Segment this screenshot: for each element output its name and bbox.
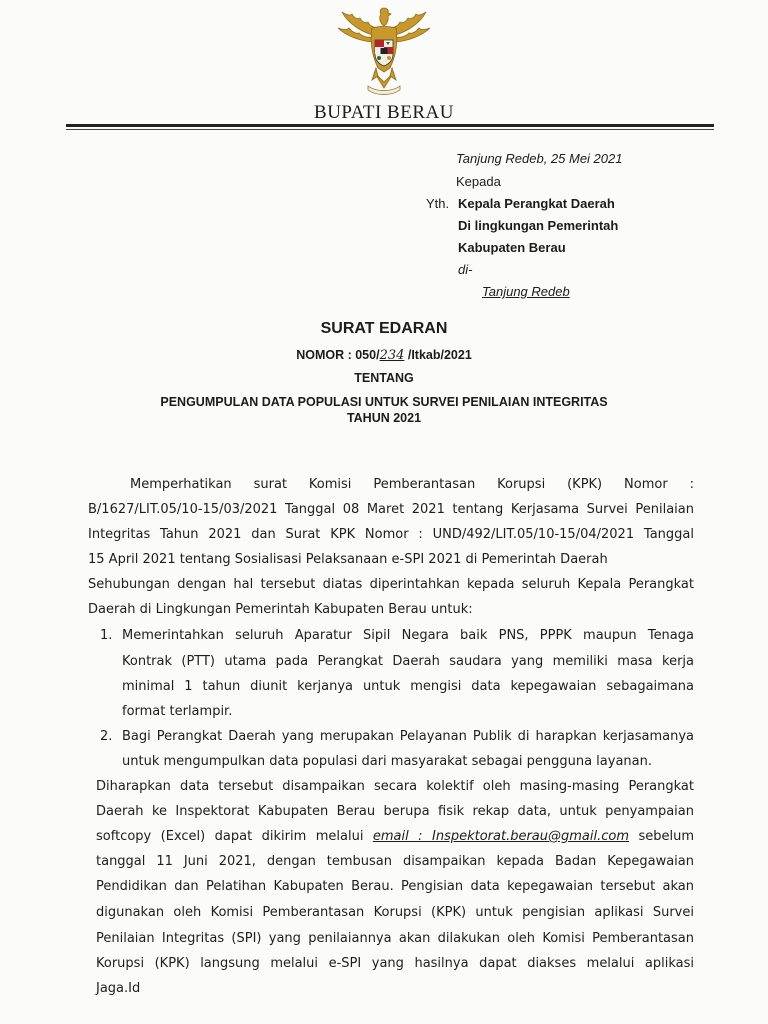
recipient-line-3: Kabupaten Berau: [458, 240, 566, 255]
list-item-2-number: 2.: [100, 729, 113, 744]
paragraph-1-line-1: Memperhatikan surat Komisi Pemberantasan Korupsi (KPK) Nomor :: [130, 477, 694, 492]
list-item-1-line-2: Kontrak (PTT) utama pada Perangkat Daerah saudara yang memiliki masa kerja: [122, 654, 694, 669]
subject-line-2: TAHUN 2021: [346, 411, 422, 425]
paragraph-3-line-5: Pendidikan dan Pelatihan Kabupaten Berau. Pengisian data kepegawaian tersebut akan: [96, 879, 694, 894]
list-item-1-line-1: Memerintahkan seluruh Aparatur Sipil Negara baik PNS, PPPK maupun Tenaga: [122, 628, 694, 643]
paragraph-3-text-b: sebelum: [629, 829, 694, 844]
recipient-line-2: Di lingkungan Pemerintah: [458, 218, 619, 233]
paragraph-1-line-2: B/1627/LIT.05/10-15/03/2021 Tanggal 08 Maret 2021 tentang Kerjasama Survei Penilaian: [88, 502, 694, 517]
di-label: di-: [458, 262, 473, 277]
paragraph-2-line-2: Daerah di Lingkungan Pemerintah Kabupaten Berau untuk:: [88, 602, 473, 617]
letter-number-suffix: /Itkab/2021: [404, 348, 472, 362]
letterhead-rule-thin: [66, 129, 714, 130]
letter-number: [0, 348, 768, 363]
tentang-label: TENTANG: [354, 371, 414, 385]
paragraph-3-line-1: Diharapkan data tersebut disampaikan secara kolektif oleh masing-masing Perangkat: [96, 779, 694, 794]
kepada-label: Kepada: [456, 174, 501, 189]
paragraph-3-line-8: Korupsi (KPK) langsung melalui e-SPI yang hasilnya dapat diakses melalui aplikasi: [96, 956, 694, 971]
paragraph-3-line-4: tanggal 11 Juni 2021, dengan tembusan disampaikan kepada Badan Kepegawaian: [96, 854, 694, 869]
paragraph-3-line-6: digunakan oleh Komisi Pemberantasan Korupsi (KPK) untuk pengisian aplikasi Survei: [96, 905, 694, 920]
list-item-1-line-4: format terlampir.: [122, 704, 233, 719]
paragraph-3-line-3: [96, 829, 694, 844]
letterhead-title: BUPATI BERAU: [314, 102, 454, 123]
yth-label: Yth.: [426, 196, 450, 211]
recipient-line-1: Kepala Perangkat Daerah: [458, 196, 615, 211]
paragraph-1-line-4: 15 April 2021 tentang Sosialisasi Pelaksanaan e-SPI 2021 di Pemerintah Daerah: [88, 552, 608, 567]
letter-number-prefix: NOMOR : 050/: [296, 348, 380, 362]
recipient-city: Tanjung Redeb: [482, 284, 570, 299]
email-link[interactable]: email : Inspektorat.berau@gmail.com: [372, 829, 630, 844]
place-date: Tanjung Redeb, 25 Mei 2021: [456, 151, 623, 166]
subject-line-1: PENGUMPULAN DATA POPULASI UNTUK SURVEI PENILAIAN INTEGRITAS: [160, 395, 608, 409]
letterhead-rule-thick: [66, 124, 714, 127]
paragraph-3-line-9: Jaga.Id: [96, 981, 141, 996]
paragraph-3-text-a: softcopy (Excel) dapat dikirim melalui: [96, 829, 373, 844]
list-item-2-line-2: untuk mengumpulkan data populasi dari masyarakat sebagai pengguna layanan.: [122, 754, 652, 769]
paragraph-1-line-3: Integritas Tahun 2021 dan Surat KPK Nomor : UND/492/LIT.05/10-15/04/2021 Tanggal: [88, 527, 694, 542]
list-item-1-number: 1.: [100, 628, 113, 643]
letter-heading: SURAT EDARAN: [320, 320, 448, 337]
garuda-emblem: [334, 6, 434, 102]
list-item-2-line-1: Bagi Perangkat Daerah yang merupakan Pelayanan Publik di harapkan kerjasamanya: [122, 729, 694, 744]
list-item-1-line-3: minimal 1 tahun diunit kerjanya untuk mengisi data kepegawaian sebagaimana: [122, 679, 694, 694]
paragraph-3-line-2: Daerah ke Inspektorat Kabupaten Berau berupa fisik rekap data, untuk penyampaian: [96, 804, 694, 819]
paragraph-3-line-7: Penilaian Integritas (SPI) yang penilaiannya akan dilakukan oleh Komisi Pemberantasan: [96, 931, 694, 946]
paragraph-2-line-1: Sehubungan dengan hal tersebut diatas diperintahkan kepada seluruh Kepala Perangkat: [88, 577, 694, 592]
letter-number-handwritten: 234: [379, 348, 405, 363]
